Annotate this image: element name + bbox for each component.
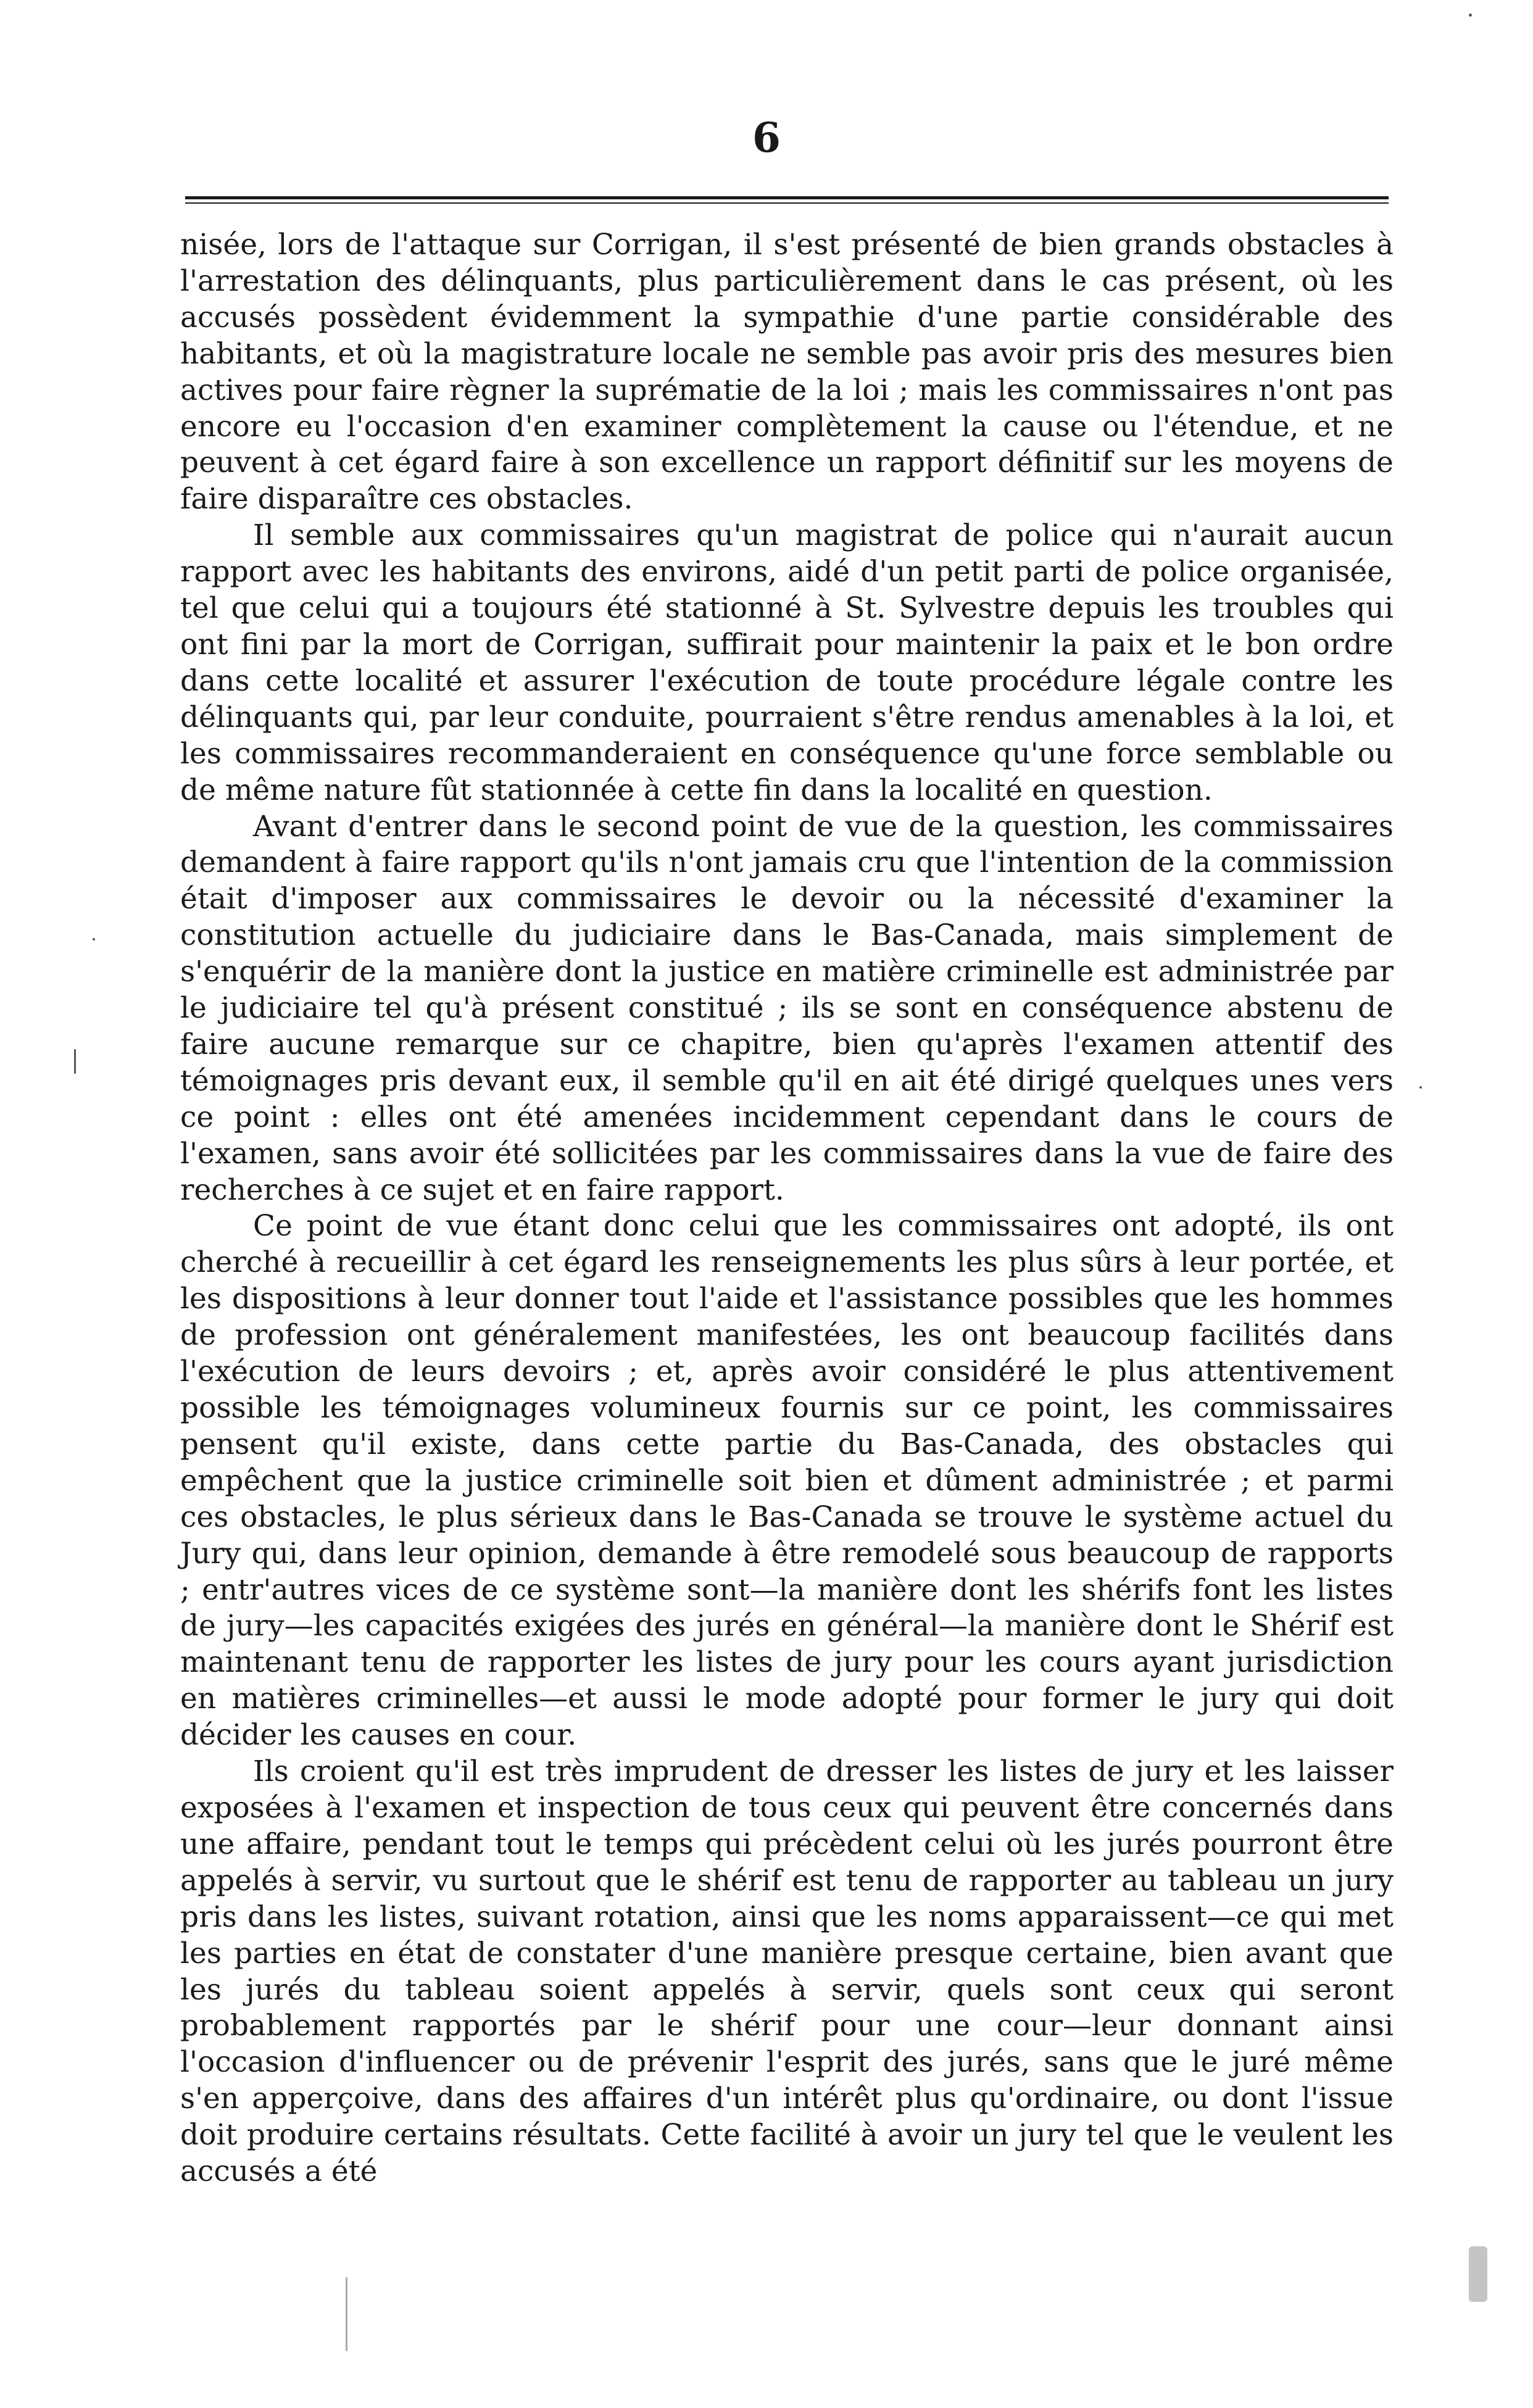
paragraph: Ils croient qu'il est très imprudent de dresser les listes de jury et les laisser exposées à l'examen et inspection de tous ceux qui peuvent être concernés dans une affaire, pendant tout le temps qui précèdent celui où les jurés pourront être appelés à servir, vu surtout que le shérif est tenu de rapporter au tableau un jury pris dans les listes, suivant rotation, ainsi que les noms apparaissent—ce qui met les parties en état de constater d'une manière presque certaine, bien avant que les jurés du tableau soient appelés à servir, quels sont ceux qui seront probablement rapportés par le shérif pour une cour—leur donnant ainsi l'occasion d'influencer ou de prévenir l'esprit des jurés, sans que le juré même s'en apperçoive, dans des affaires d'un intérêt plus qu'ordinaire, ou dont l'issue doit produire certains résultats. Cette facilité à avoir un jury tel que le veulent les accusés a été [180,1754,1394,2189]
header-rule-thin [185,202,1389,204]
scan-speck [1469,2246,1487,2302]
scan-speck [93,938,95,940]
paragraph: Ce point de vue étant donc celui que les commissaires ont adopté, ils ont cherché à recueillir à cet égard les renseignements les plus sûrs à leur portée, et les dispositions à leur donner tout l'aide et l'assistance possibles que les hommes de profession ont généralement manifestées, les ont beaucoup facilités dans l'exécution de leurs devoirs ; et, après avoir considéré le plus attentivement possible les témoignages volumineux fournis sur ce point, les commissaires pensent qu'il existe, dans cette partie du Bas-Canada, des obstacles qui empêchent que la justice criminelle soit bien et dûment administrée ; et parmi ces obstacles, le plus sérieux dans le Bas-Canada se trouve le système actuel du Jury qui, dans leur opinion, demande à être remodelé sous beaucoup de rapports ; entr'autres vices de ce système sont—la manière dont les shérifs font les listes de jury—les capacités exigées des jurés en général—la manière dont le Shérif est maintenant tenu de rapporter les listes de jury pour les cours ayant jurisdiction en matières criminelles—et aussi le mode adopté pour former le jury qui doit décider les causes en cour. [180,1209,1394,1753]
scan-speck [74,1049,76,1074]
paragraph: nisée, lors de l'attaque sur Corrigan, il s'est présenté de bien grands obstacles à l'arrestation des délinquants, plus particulièrement dans le cas présent, où les accusés possèdent évidemment la sympathie d'une partie considérable des habitants, et où la magistrature locale ne semble pas avoir pris des mesures bien actives pour faire règner la suprématie de la loi ; mais les commissaires n'ont pas encore eu l'occasion d'en examiner complètement la cause ou l'étendue, et ne peuvent à cet égard faire à son excellence un rapport définitif sur les moyens de faire disparaître ces obstacles. [180,228,1394,517]
paragraph: Il semble aux commissaires qu'un magistrat de police qui n'aurait aucun rapport avec les habitants des environs, aidé d'un petit parti de police organisée, tel que celui qui a toujours été stationné à St. Sylvestre depuis les troubles qui ont fini par la mort de Corrigan, suffirait pour maintenir la paix et le bon ordre dans cette localité et assurer l'exécution de toute procédure légale contre les délinquants qui, par leur conduite, pourraient s'être rendus amenables à la loi, et les commissaires recommanderaient en conséquence qu'une force semblable ou de même nature fût stationnée à cette fin dans la localité en question. [180,518,1394,807]
scan-speck [1469,14,1472,17]
page-number: 6 [752,114,781,162]
scan-speck [346,2277,347,2351]
paragraph: Avant d'entrer dans le second point de vue de la question, les commissaires demandent à faire rapport qu'ils n'ont jamais cru que l'intention de la commission était d'imposer aux commissaires le devoir ou la nécessité d'examiner la constitution actuelle du judiciaire dans le Bas-Canada, mais simplement de s'enquérir de la manière dont la justice en matière criminelle est administrée par le judiciaire tel qu'à présent constitué ; ils se sont en conséquence abstenu de faire aucune remarque sur ce chapitre, bien qu'après l'examen attentif des témoignages pris devant eux, il semble qu'il en ait été dirigé quelques unes vers ce point : elles ont été amenées incidemment cependant dans le cours de l'examen, sans avoir été sollicitées par les commissaires dans la vue de faire des recherches à ce sujet et en faire rapport. [180,809,1394,1207]
header-rule [185,196,1389,199]
scan-speck [1419,1086,1422,1089]
body-text [180,227,1394,2190]
